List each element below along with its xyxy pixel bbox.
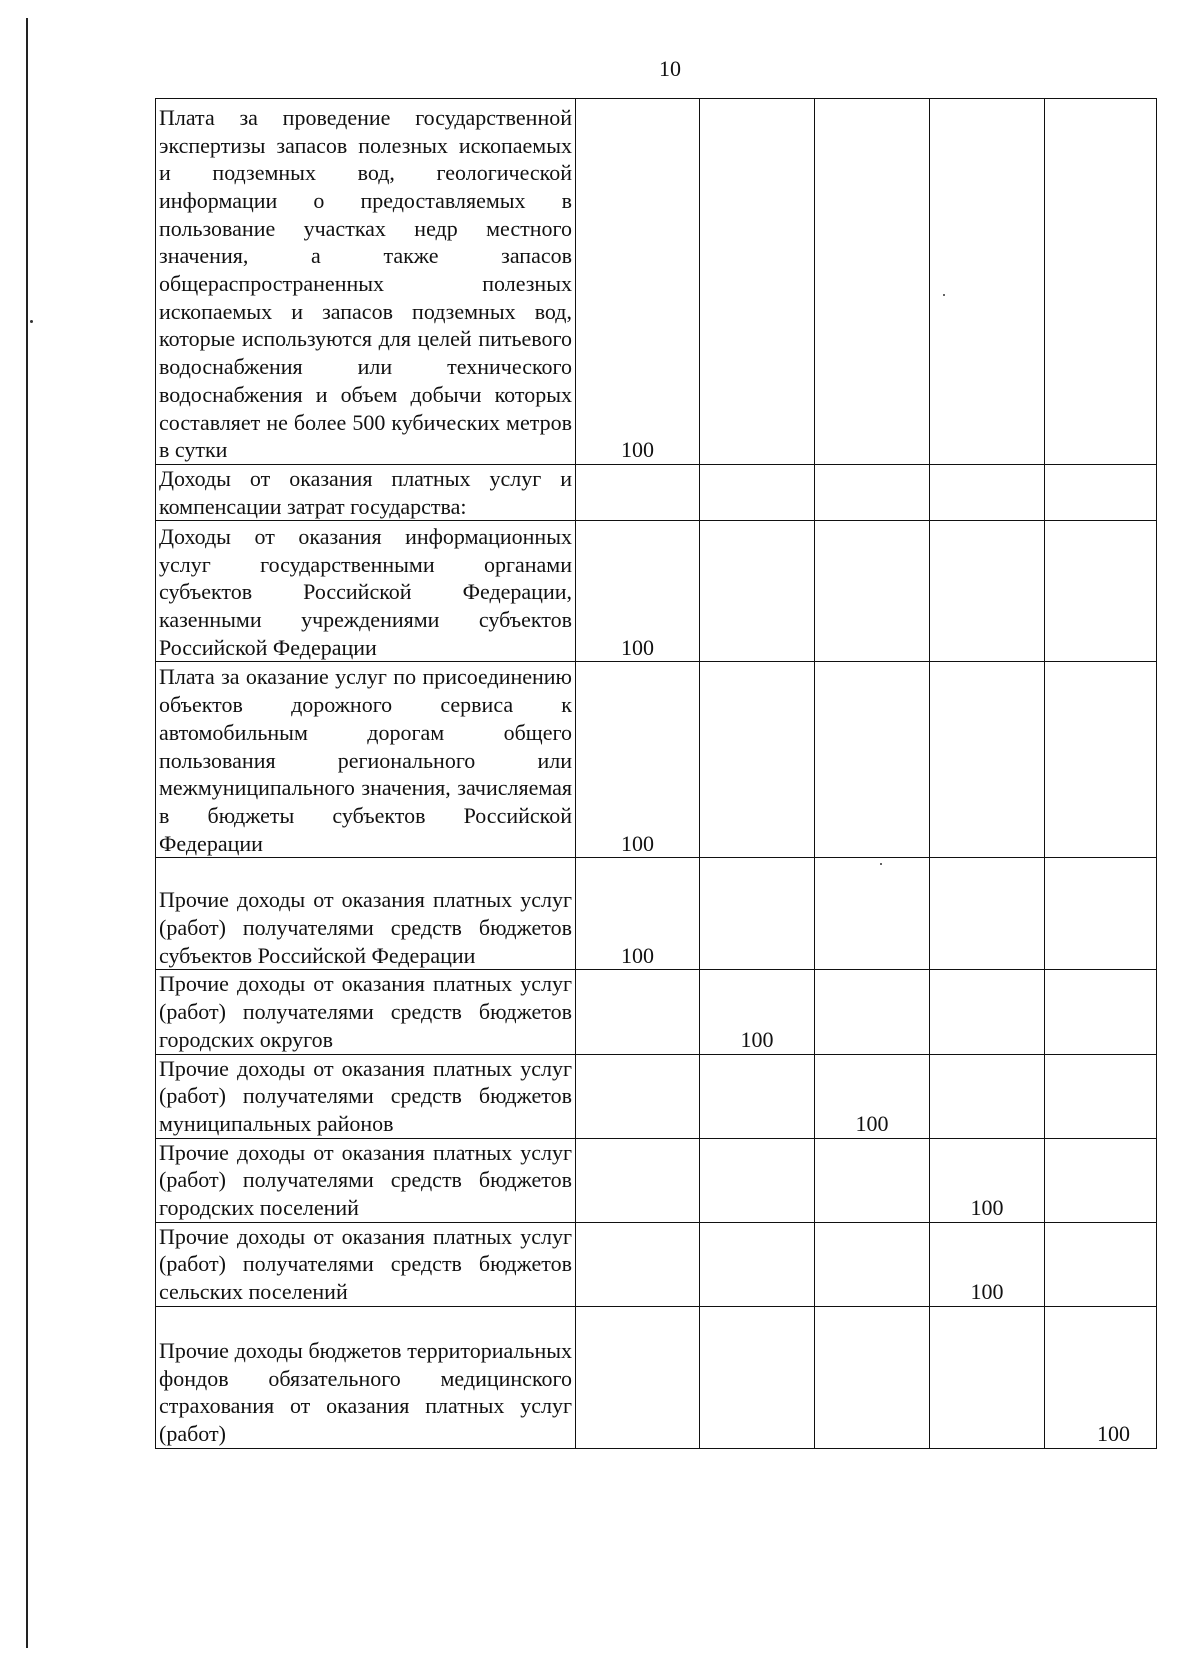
value-cell <box>930 1054 1045 1138</box>
value-cell <box>700 1306 815 1448</box>
value-cell <box>930 99 1045 465</box>
table-row <box>156 662 1157 858</box>
value-cell <box>1045 1054 1157 1138</box>
value-cell: 100 <box>930 1222 1045 1306</box>
value-cell <box>1045 1222 1157 1306</box>
value-cell <box>576 1054 700 1138</box>
value-cell <box>815 99 930 465</box>
table-row <box>156 1222 1157 1306</box>
row-description: Прочие доходы от оказания платных услуг (работ) получателями средств бюджетов сельских поселений <box>156 1222 576 1306</box>
value-cell <box>700 1138 815 1222</box>
row-description: Плата за проведение государственной экспертизы запасов полезных ископаемых и подземных вод, геологической информации о предоставляемых в пользование участках недр местного значения, а также запасов общераспространенных полезных ископаемых и запасов подземных вод, которые используются для целей питьевого водоснабжения или технического водоснабжения и объем добычи которых составляет не более 500 кубических метров в сутки <box>156 99 576 465</box>
value-cell <box>930 970 1045 1054</box>
value-cell: 100 <box>576 99 700 465</box>
value-cell <box>700 1054 815 1138</box>
value-cell <box>1045 970 1157 1054</box>
table-row <box>156 521 1157 662</box>
value-cell <box>815 970 930 1054</box>
value-cell <box>576 1222 700 1306</box>
table-row <box>156 1138 1157 1222</box>
value-cell <box>576 1138 700 1222</box>
value-cell <box>930 662 1045 858</box>
value-cell <box>930 465 1045 521</box>
value-cell <box>700 1222 815 1306</box>
value-cell: 100 <box>700 970 815 1054</box>
value-cell <box>1045 858 1157 970</box>
value-cell <box>1045 662 1157 858</box>
value-cell <box>815 465 930 521</box>
row-description: Прочие доходы от оказания платных услуг (работ) получателями средств бюджетов городских поселений <box>156 1138 576 1222</box>
row-description: Прочие доходы бюджетов территориальных фондов обязательного медицинского страхования от оказания платных услуг (работ) <box>156 1306 576 1448</box>
value-cell: 100 <box>1045 1306 1157 1448</box>
scan-edge-line <box>26 18 28 1648</box>
value-cell <box>700 662 815 858</box>
value-cell <box>1045 99 1157 465</box>
table-row <box>156 970 1157 1054</box>
value-cell <box>700 465 815 521</box>
value-cell <box>1045 465 1157 521</box>
value-cell: 100 <box>930 1138 1045 1222</box>
value-cell <box>815 858 930 970</box>
value-cell <box>815 662 930 858</box>
value-cell <box>815 521 930 662</box>
page-number: 10 <box>659 56 681 81</box>
value-cell <box>576 465 700 521</box>
table-row <box>156 1054 1157 1138</box>
value-cell <box>930 858 1045 970</box>
row-description: Плата за оказание услуг по присоединению объектов дорожного сервиса к автомобильным дорогам общего пользования регионального или межмуниципального значения, зачисляемая в бюджеты субъектов Российской Федерации <box>156 662 576 858</box>
table-row <box>156 1306 1157 1448</box>
value-cell <box>815 1138 930 1222</box>
row-description: Доходы от оказания платных услуг и компенсации затрат государства: <box>156 465 576 521</box>
row-description: Прочие доходы от оказания платных услуг (работ) получателями средств бюджетов городских округов <box>156 970 576 1054</box>
table-row <box>156 858 1157 970</box>
value-cell <box>815 1222 930 1306</box>
table-row <box>156 99 1157 465</box>
revenue-allocation-table <box>155 98 1157 1449</box>
value-cell <box>700 858 815 970</box>
row-description: Доходы от оказания информационных услуг государственными органами субъектов Российской Федерации, казенными учреждениями субъектов Российской Федерации <box>156 521 576 662</box>
value-cell: 100 <box>576 521 700 662</box>
scan-speck <box>30 320 33 323</box>
value-cell <box>930 521 1045 662</box>
value-cell <box>700 99 815 465</box>
value-cell <box>576 970 700 1054</box>
value-cell <box>1045 521 1157 662</box>
table-row <box>156 465 1157 521</box>
value-cell: 100 <box>815 1054 930 1138</box>
value-cell: 100 <box>576 858 700 970</box>
value-cell <box>576 1306 700 1448</box>
value-cell <box>815 1306 930 1448</box>
value-cell <box>700 521 815 662</box>
value-cell <box>930 1306 1045 1448</box>
value-cell <box>1045 1138 1157 1222</box>
value-cell: 100 <box>576 662 700 858</box>
row-description: Прочие доходы от оказания платных услуг (работ) получателями средств бюджетов субъектов Российской Федерации <box>156 858 576 970</box>
row-description: Прочие доходы от оказания платных услуг (работ) получателями средств бюджетов муниципальных районов <box>156 1054 576 1138</box>
